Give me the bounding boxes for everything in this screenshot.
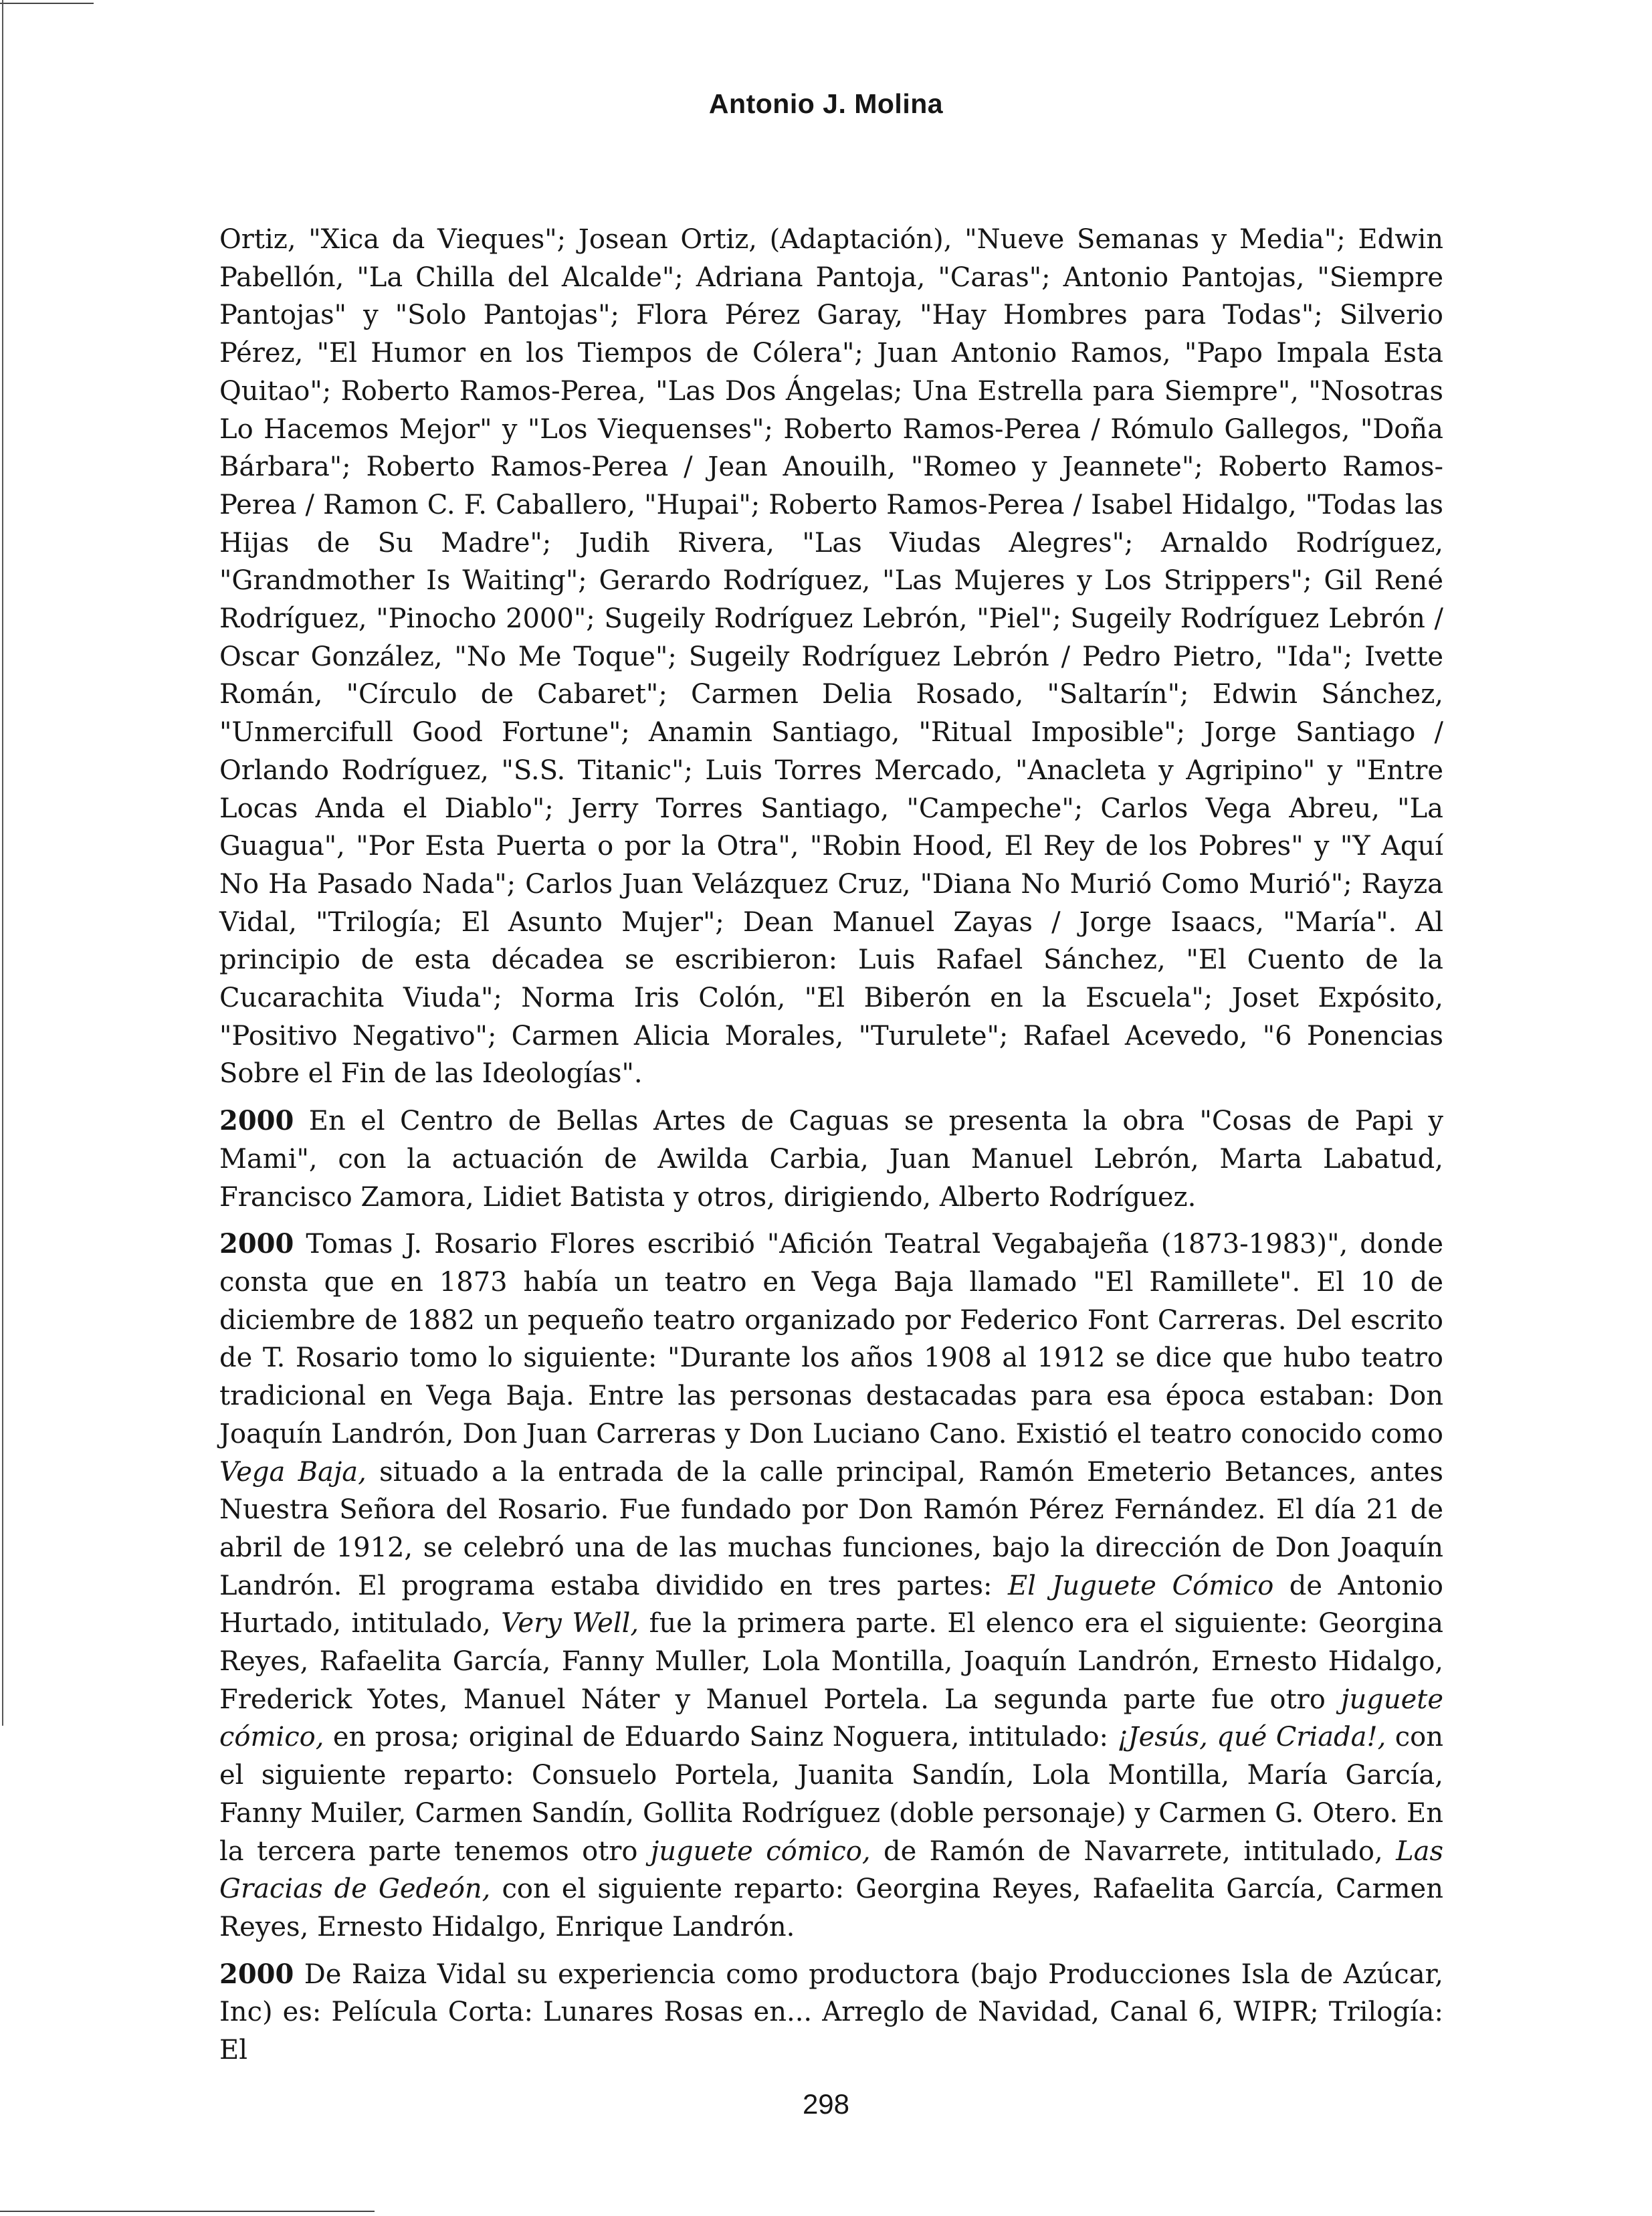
running-header: Antonio J. Molina — [708, 88, 944, 119]
paragraph — [219, 1225, 1443, 1946]
italic-title: Las Gracias de Gedeón, — [219, 1835, 1444, 1905]
text-run: Ortiz, "Xica da Vieques"; Josean Ortiz, (Adaptación), "Nueve Semanas y Media"; Edwin Pabellón, "La Chilla del Alcalde"; Adriana Pantoja, "Caras"; Antonio Pantojas, "Siempre Pantojas" y "Solo Pantojas"; Flora Pérez Garay, "Hay Hombres para Todas"; Silverio Pérez, "El Humor en los Tiempos de Cólera"; Juan Antonio Ramos, "Papo Impala Esta Quitao"; Roberto Ramos-Perea, "Las Dos Ángelas; Una Estrella para Siempre", "Nosotras Lo Hacemos Mejor" y "Los Viequenses"; Roberto Ramos-Perea / Rómulo Gallegos, "Doña Bárbara"; Roberto Ramos-Perea / Jean Anouilh, "Romeo y Jeannete"; Roberto Ramos-Perea / Ramon C. F. Caballero, "Hupai"; Roberto Ramos-Perea / Isabel Hidalgo, "Todas las Hijas de Su Madre"; Judih Rivera, "Las Viudas Alegres"; Arnaldo Rodríguez, "Grandmother Is Waiting"; Gerardo Rodríguez, "Las Mujeres y Los Strippers"; Gil René Rodríguez, "Pinocho 2000"; Sugeily Rodríguez Lebrón, "Piel"; Sugeily Rodríguez Lebrón / Oscar González, "No Me Toque"; Sugeily Rodríguez Lebrón / Pedro Pietro, "Ida"; Ivette Román, "Círculo de Cabaret"; Carmen Delia Rosado, "Saltarín"; Edwin Sánchez, "Unmercifull Good Fortune"; Anamin Santiago, "Ritual Imposible"; Jorge Santiago / Orlando Rodríguez, "S.S. Titanic"; Luis Torres Mercado, "Anacleta y Agripino" y "Entre Locas Anda el Diablo"; Jerry Torres Santiago, "Campeche"; Carlos Vega Abreu, "La Guagua", "Por Esta Puerta o por la Otra", "Robin Hood, El Rey de los Pobres" y "Y Aquí No Ha Pasado Nada"; Carlos Juan Velázquez Cruz, "Diana No Murió Como Murió"; Rayza Vidal, "Trilogía; El Asunto Mujer"; Dean Manuel Zayas / Jorge Isaacs, "María". Al principio de esta décadea se escribieron: Luis Rafael Sánchez, "El Cuento de la Cucarachita Viuda"; Norma Iris Colón, "El Biberón en la Escuela"; Joset Expósito, "Positivo Negativo"; Carmen Alicia Morales, "Turulete"; Rafael Acevedo, "6 Ponencias Sobre el Fin de las Ideologías". — [219, 224, 1443, 1090]
entry-year: 2000 — [219, 1228, 294, 1260]
scan-edge-top — [0, 3, 94, 4]
paragraph — [219, 1102, 1443, 1216]
text-run: Tomas J. Rosario Flores escribió "Afición Teatral Vegabajeña (1873-1983)", donde consta que en 1873 había un teatro en Vega Baja llamado "El Ramillete". El 10 de diciembre de 1882 un pequeño teatro organizado por Federico Font Carreras. Del escrito de T. Rosario tomo lo siguiente: "Durante los años 1908 al 1912 se dice que hubo teatro tradicional en Vega Baja. Entre las personas destacadas para esa época estaban: Don Joaquín Landrón, Don Juan Carreras y Don Luciano Cano. Existió el teatro conocido como — [219, 1229, 1443, 1449]
text-run: de Ramón de Navarrete, intitulado, — [870, 1835, 1397, 1867]
italic-title: Vega Baja, — [219, 1456, 367, 1488]
italic-title: juguete cómico, — [650, 1835, 871, 1867]
scan-edge-left — [2, 0, 3, 1726]
text-run: con el siguiente reparto: Consuelo Portela, Juanita Sandín, Lola Montilla, María García, Fanny Muiler, Carmen Sandín, Gollita Rodríguez (doble personaje) y Carmen G. Otero. En la tercera parte tenemos otro — [219, 1722, 1443, 1867]
body-text — [219, 221, 1443, 2079]
text-run: de Antonio Hurtado, intitulado, — [219, 1570, 1443, 1639]
text-run: De Raiza Vidal su experiencia como productora (bajo Producciones Isla de Azúcar, Inc) es: Película Corta: Lunares Rosas en... Arreglo de Navidad, Canal 6, WIPR; Trilogía: El — [219, 1958, 1443, 2066]
entry-year: 2000 — [219, 1105, 294, 1137]
text-run: en prosa; original de Eduardo Sainz Noguera, intitulado: — [324, 1722, 1118, 1753]
paragraph — [219, 1956, 1443, 2070]
text-run: En el Centro de Bellas Artes de Caguas se presenta la obra "Cosas de Papi y Mami", con la actuación de Awilda Carbia, Juan Manuel Lebrón, Marta Labatud, Francisco Zamora, Lidiet Batista y otros, dirigiendo, Alberto Rodríguez. — [219, 1106, 1443, 1213]
italic-title: El Juguete Cómico — [1007, 1570, 1274, 1601]
page-number: 298 — [802, 2088, 850, 2120]
scan-edge-bottom — [0, 2211, 375, 2212]
text-run: con el siguiente reparto: Georgina Reyes, Rafaelita García, Carmen Reyes, Ernesto Hidalgo, Enrique Landrón. — [219, 1874, 1443, 1942]
text-run: fue la primera parte. El elenco era el siguiente: Georgina Reyes, Rafaelita García, Fanny Muller, Lola Montilla, Joaquín Landrón, Ernesto Hidalgo, Frederick Yotes, Manuel Náter y Manuel Portela. La segunda parte fue otro — [219, 1608, 1443, 1715]
entry-year: 2000 — [219, 1958, 294, 1990]
italic-title: ¡Jesús, qué Criada!, — [1117, 1722, 1386, 1753]
italic-title: juguete cómico, — [219, 1684, 1443, 1753]
paragraph — [219, 221, 1443, 1093]
italic-title: Very Well, — [501, 1608, 639, 1639]
text-run: situado a la entrada de la calle principal, Ramón Emeterio Betances, antes Nuestra Señora del Rosario. Fue fundado por Don Ramón Pérez Fernández. El día 21 de abril de 1912, se celebró una de las muchas funciones, bajo la dirección de Don Joaquín Landrón. El programa estaba dividido en tres partes: — [219, 1456, 1444, 1601]
